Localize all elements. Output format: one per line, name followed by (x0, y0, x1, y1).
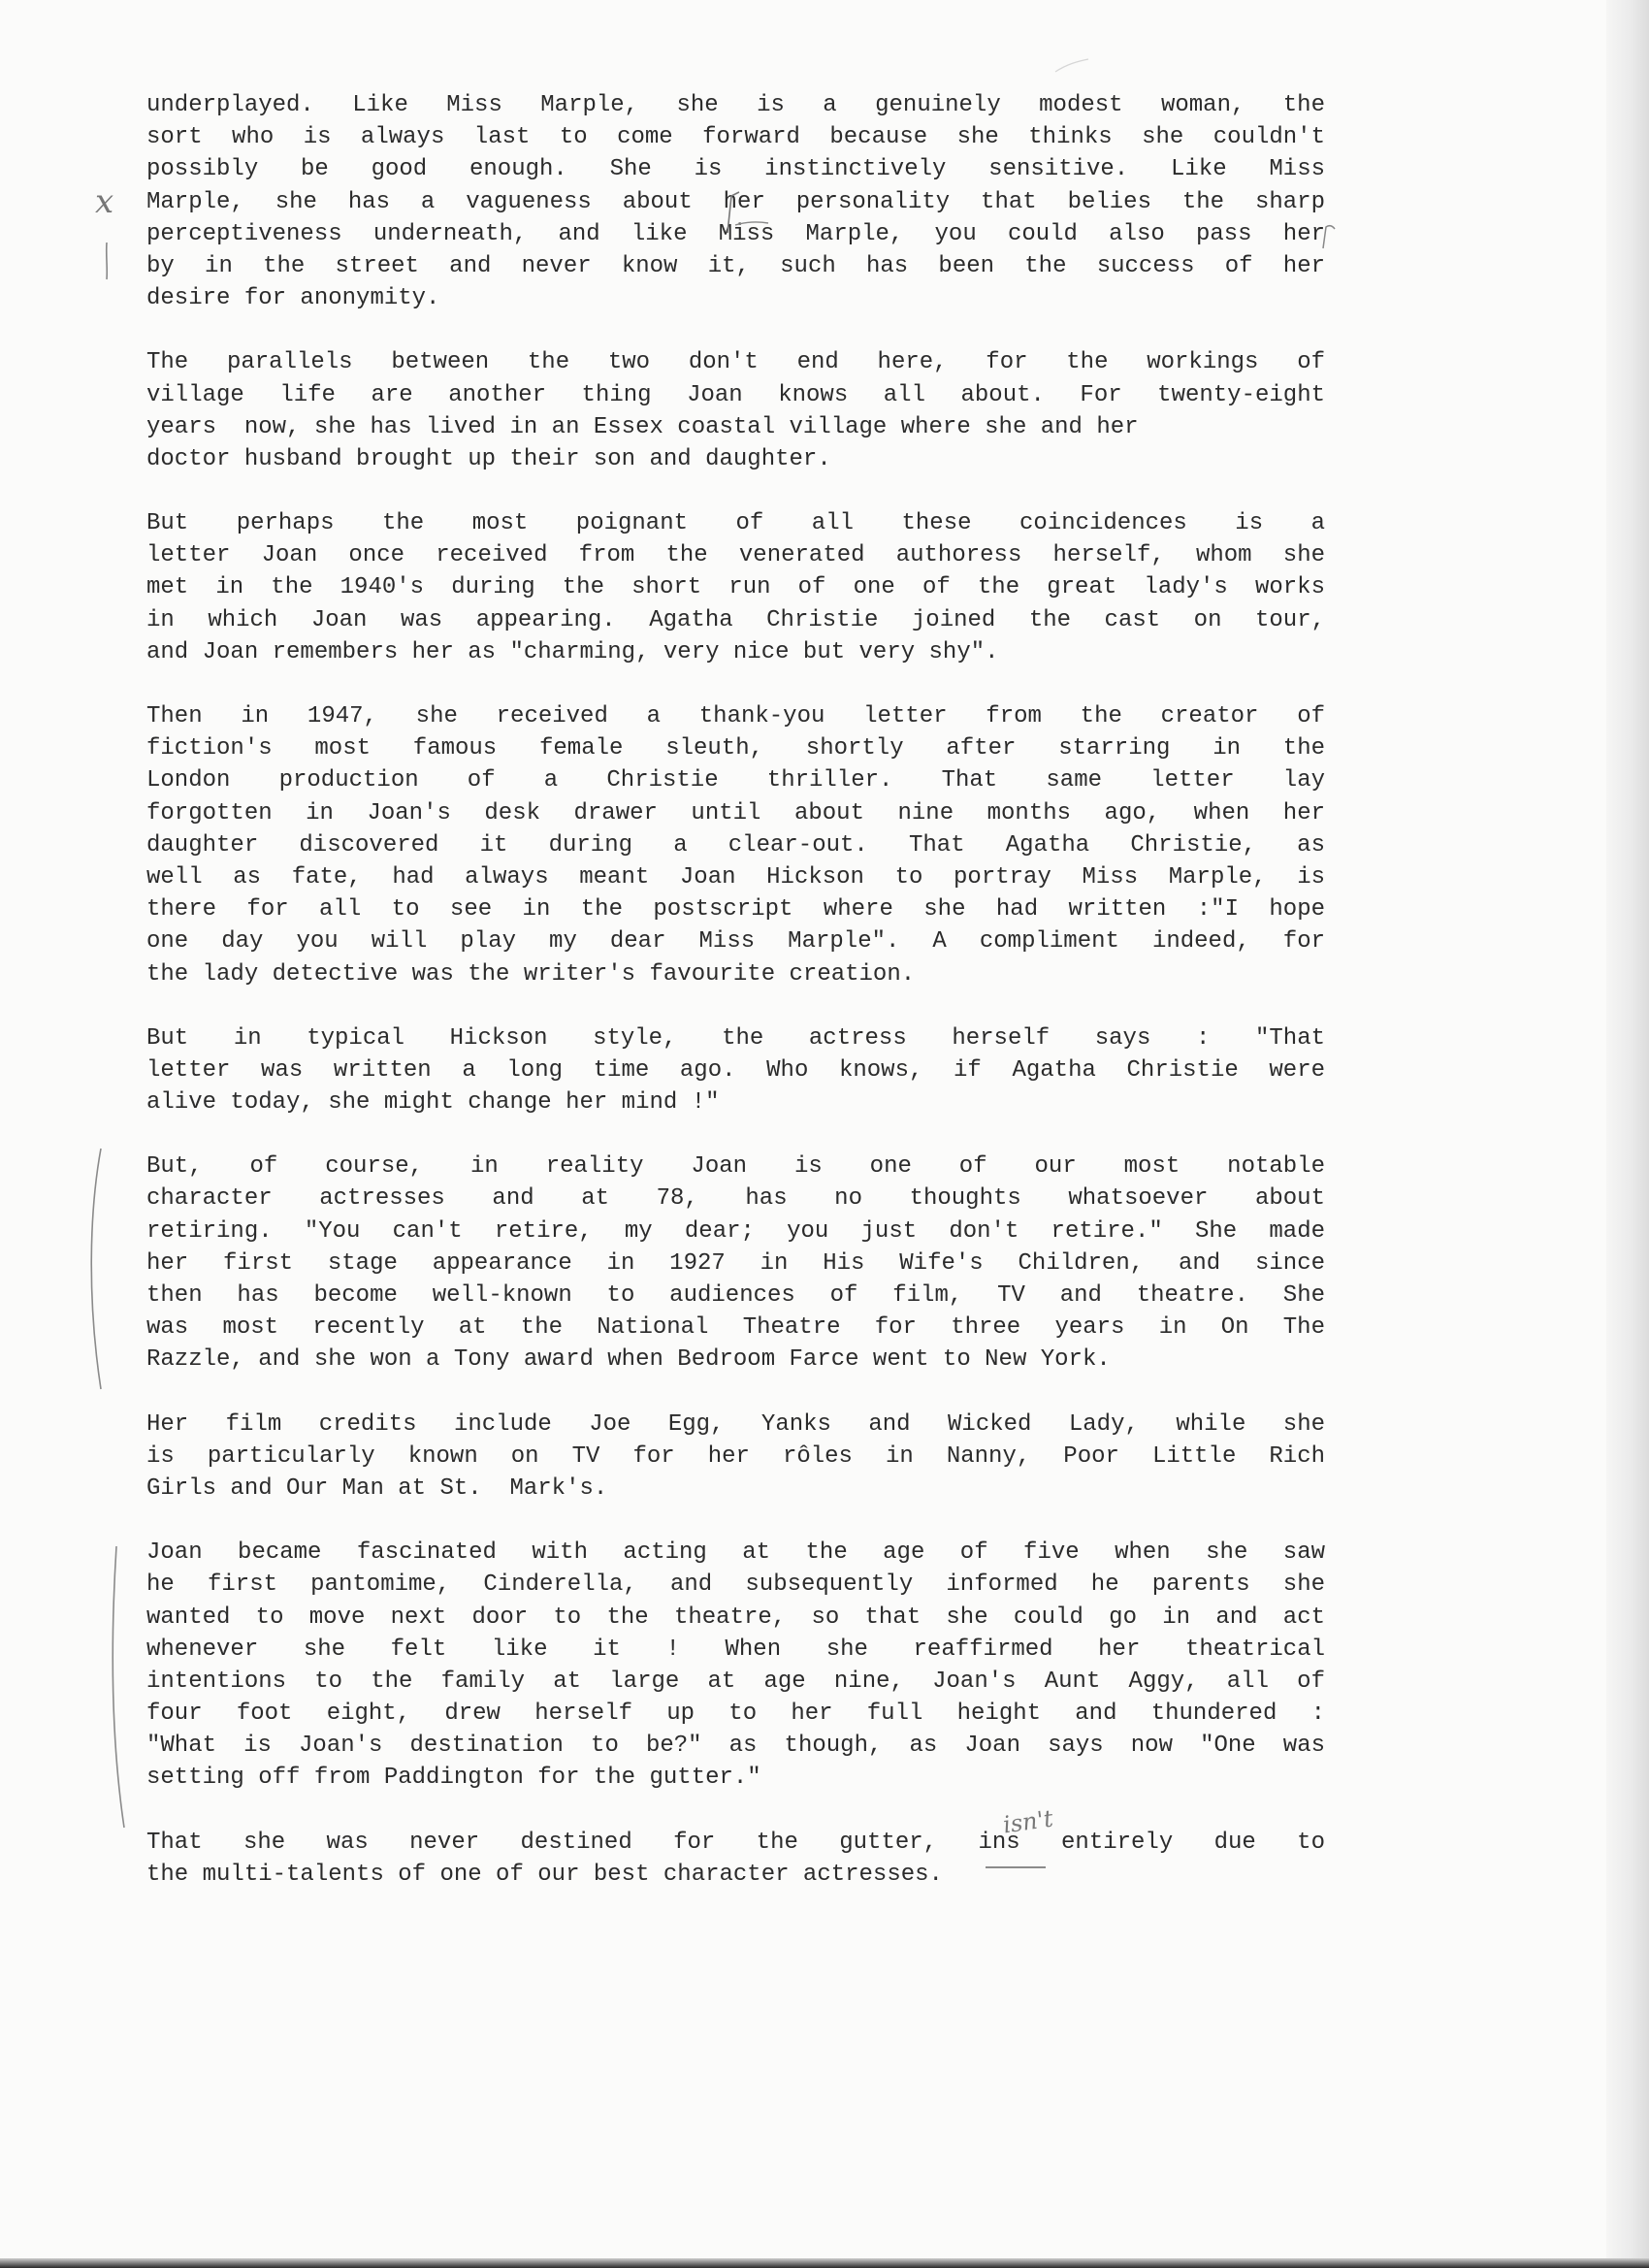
text-line: perceptiveness underneath, and like Miss Marple, you could also pass her (146, 220, 1325, 247)
text-line: well as fate, had always meant Joan Hickson to portray Miss Marple, is (146, 863, 1325, 891)
text-line: desire for anonymity. (146, 285, 440, 312)
text-line: But perhaps the most poignant of all these coincidences is a (146, 510, 1325, 537)
paragraph-4 (146, 700, 1325, 990)
text-line: is particularly known on TV for her rôles in Nanny, Poor Little Rich (146, 1442, 1325, 1470)
text-line: in which Joan was appearing. Agatha Christie joined the cast on tour, (146, 606, 1325, 633)
text-line: setting off from Paddington for the gutter." (146, 1765, 761, 1792)
article-body (146, 89, 1325, 1923)
paragraph-8 (146, 1537, 1325, 1795)
text-line: The parallels between the two don't end here, for the workings of (146, 349, 1325, 376)
margin-tick-mark (101, 241, 113, 283)
paragraph-9 (146, 1827, 1325, 1891)
text-line: wanted to move next door to the theatre, so that she could go in and act (146, 1604, 1325, 1631)
text-line: the multi-talents of one of our best character actresses. (146, 1861, 943, 1888)
text-line: letter Joan once received from the venerated authoress herself, whom she (146, 542, 1325, 569)
correction-insert-annotation: isn't (1001, 1804, 1055, 1839)
paragraph-6 (146, 1150, 1325, 1376)
text-line: But, of course, in reality Joan is one of our most notable (146, 1153, 1325, 1181)
text-line: met in the 1940's during the short run of one of the great lady's works (146, 574, 1325, 601)
text-line: four foot eight, drew herself up to her full height and thundered : (146, 1701, 1325, 1728)
text-line: underplayed. Like Miss Marple, she is a genuinely modest woman, the (146, 92, 1325, 118)
text-line: Razzle, and she won a Tony award when Bedroom Farce went to New York. (146, 1346, 1111, 1374)
text-line: London production of a Christie thriller. That same letter lay (146, 767, 1325, 794)
text-line: Joan became fascinated with acting at the age of five when she saw (146, 1539, 1325, 1567)
text-line: years now, she has lived in an Essex coastal village where she and her (146, 413, 1139, 440)
text-line: he first pantomime, Cinderella, and subsequently informed he parents she (146, 1571, 1325, 1599)
text-line: letter was written a long time ago. Who knows, if Agatha Christie were (146, 1056, 1325, 1084)
paper-scuff-mark (1053, 56, 1092, 76)
text-line: That she was never destined for the gutter, ins entirely due to (146, 1829, 1325, 1856)
text-line: "What is Joan's destination to be?" as though, as Joan says now "One was (146, 1733, 1325, 1760)
correction-underline (733, 219, 772, 229)
text-line: character actresses and at 78, has no thoughts whatsoever about (146, 1185, 1325, 1213)
paragraph-2 (146, 346, 1325, 475)
text-line: Marple, she has a vagueness about her personality that belies the sharp (146, 188, 1325, 215)
text-line: intentions to the family at large at age nine, Joan's Aunt Aggy, all of (146, 1668, 1325, 1695)
text-line: Then in 1947, she received a thank-you letter from the creator of (146, 703, 1325, 729)
insertion-caret-mark (714, 190, 743, 237)
text-line: by in the street and never know it, such has been the success of her (146, 252, 1325, 279)
text-line: Girls and Our Man at St. Mark's. (146, 1474, 608, 1502)
page-edge-shadow (1606, 0, 1649, 2268)
margin-x-annotation: x (95, 182, 114, 221)
text-line: fiction's most famous female sleuth, shortly after starring in the (146, 735, 1325, 762)
paragraph-7 (146, 1409, 1325, 1506)
text-line: village life are another thing Joan knows all about. For twenty-eight (146, 381, 1325, 408)
paragraph-5 (146, 1022, 1325, 1119)
text-line: there for all to see in the postscript where she had written :"I hope (146, 896, 1325, 923)
text-line: forgotten in Joan's desk drawer until about nine months ago, when her (146, 799, 1325, 826)
paragraph-3 (146, 507, 1325, 668)
scan-bottom-edge (0, 2258, 1649, 2268)
text-line: then has become well-known to audiences of film, TV and theatre. She (146, 1282, 1325, 1309)
text-line: Her film credits include Joe Egg, Yanks and Wicked Lady, while she (146, 1410, 1325, 1438)
text-line: doctor husband brought up their son and daughter. (146, 445, 831, 472)
correction-underline (984, 1863, 1051, 1872)
text-line: possibly be good enough. She is instinctively sensitive. Like Miss (146, 156, 1325, 183)
right-margin-correction (1319, 223, 1339, 250)
text-line: But in typical Hickson style, the actress herself says : "That (146, 1024, 1325, 1052)
text-line: alive today, she might change her mind !" (146, 1089, 720, 1117)
text-line: retiring. "You can't retire, my dear; you just don't retire." She made (146, 1217, 1325, 1245)
text-line: the lady detective was the writer's favourite creation. (146, 960, 916, 988)
text-line: her first stage appearance in 1927 in His Wife's Children, and since (146, 1249, 1325, 1277)
text-line: whenever she felt like it ! When she reaffirmed her theatrical (146, 1636, 1325, 1663)
text-line: daughter discovered it during a clear-out. That Agatha Christie, as (146, 831, 1325, 859)
text-line: and Joan remembers her as "charming, very nice but very shy". (146, 638, 999, 665)
text-line: sort who is always last to come forward because she thinks she couldn't (146, 124, 1325, 151)
text-line: was most recently at the National Theatre for three years in On The (146, 1314, 1325, 1342)
margin-bracket-line (83, 1145, 107, 1397)
text-line: one day you will play my dear Miss Marple". A compliment indeed, for (146, 928, 1325, 956)
margin-bracket-line (105, 1542, 128, 1833)
